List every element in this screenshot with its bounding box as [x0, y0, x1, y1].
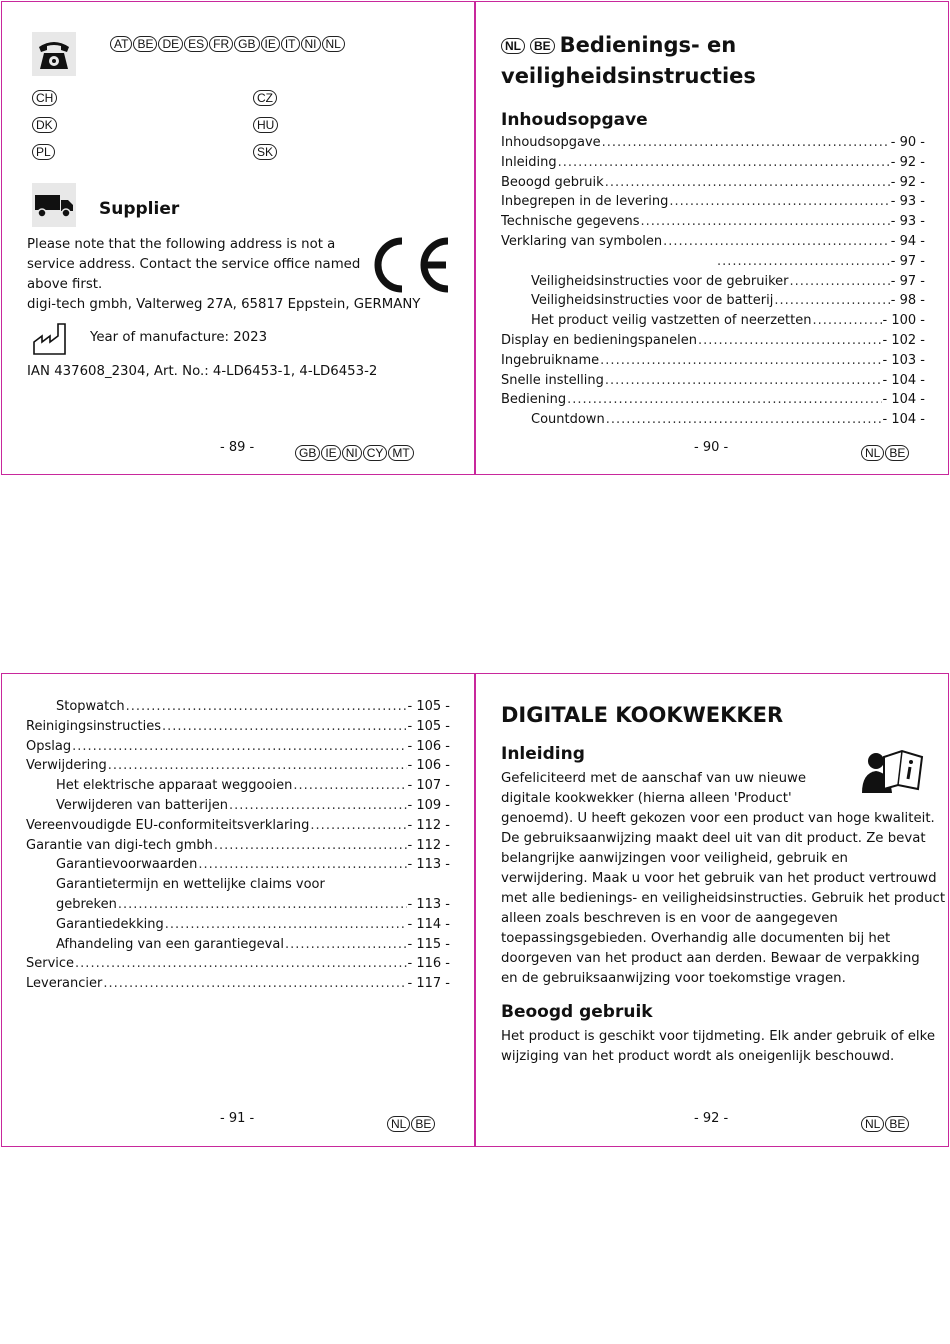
intended-use-paragraph — [501, 1027, 936, 1067]
toc-entry-title: gebreken — [56, 896, 117, 912]
country-code-badge: MT — [388, 445, 413, 461]
country-code-badge: BE — [885, 1116, 909, 1132]
toc-entry-page: - 100 - — [882, 313, 925, 329]
footer-country-codes — [861, 1113, 910, 1132]
language-badge: BE — [530, 38, 555, 54]
toc-entry[interactable] — [501, 313, 925, 333]
country-code-badge: FR — [209, 36, 233, 52]
toc-entry-page: - 113 - — [407, 896, 450, 912]
footer-country-codes — [387, 1113, 436, 1132]
toc-leader-dots — [214, 838, 407, 853]
toc-leader-dots — [108, 758, 407, 773]
country-code-badge: IE — [321, 445, 340, 461]
toc-entry-title: Countdown — [531, 412, 605, 428]
toc-entry[interactable] — [26, 699, 450, 719]
intro-paragraph — [501, 769, 946, 989]
toc-entry-page: - 94 - — [890, 233, 925, 249]
toc-entry-title: Technische gegevens — [501, 214, 640, 230]
toc-leader-dots — [640, 214, 889, 229]
toc-leader-dots — [812, 313, 881, 328]
page-number: - 90 - — [694, 440, 729, 455]
text-line: en de gebruiksaanwijzing voor toekomstige vragen. — [501, 971, 846, 986]
toc-entry[interactable] — [26, 917, 450, 937]
page-89 — [1, 1, 475, 475]
toc-entry-page: - 97 - — [890, 253, 925, 269]
address: digi-tech gmbh, Valterweg 27A, 65817 Eppstein, GERMANY — [27, 297, 421, 312]
footer-country-codes — [861, 442, 910, 461]
toc-entry[interactable] — [26, 956, 450, 976]
text-line: wijziging van het product wordt als oneigenlijk beschouwd. — [501, 1049, 895, 1064]
toc-leader-dots — [567, 392, 881, 407]
toc-entry-page: - 105 - — [407, 718, 450, 734]
toc-entry-page: - 112 - — [407, 837, 450, 853]
country-code-badge: NI — [342, 445, 362, 461]
intended-use-heading: Beoogd gebruik — [501, 1002, 653, 1022]
toc-entry-title: Het elektrische apparaat weggooien — [56, 778, 293, 794]
toc-entry-title: Garantiedekking — [56, 916, 164, 932]
page-number: - 89 - — [220, 440, 255, 455]
text-line: alleen zoals beschreven is en voor de aangegeven — [501, 911, 838, 926]
toc-entry-title: Verwijdering — [26, 758, 107, 774]
toc-entry[interactable] — [26, 838, 450, 858]
toc-entry[interactable] — [501, 293, 925, 313]
country-code-badge: GB — [234, 36, 259, 52]
toc-entry[interactable] — [501, 333, 925, 353]
toc-entry-title: Ingebruikname — [501, 352, 600, 368]
toc-leader-dots — [293, 778, 406, 793]
toc-leader-dots — [774, 293, 889, 308]
toc-entry-page: - 104 - — [882, 372, 925, 388]
language-badges — [501, 33, 560, 57]
toc-entry-page: - 105 - — [407, 699, 450, 714]
text-line: verwijdering. Maak u voor het gebruik van het product vertrouwd — [501, 871, 937, 886]
country-code-badge: HU — [253, 117, 278, 133]
toc-entry[interactable] — [26, 739, 450, 759]
country-code-badge: GB — [295, 445, 320, 461]
toc-leader-dots — [605, 373, 882, 388]
toc-leader-dots — [698, 333, 882, 348]
toc-entry-title: Het product veilig vastzetten of neerzetten — [531, 313, 812, 329]
toc-entry-page: - 90 - — [890, 135, 925, 150]
toc-leader-dots — [126, 699, 407, 714]
toc-heading: Inhoudsopgave — [501, 110, 648, 130]
toc-leader-dots — [602, 135, 890, 150]
country-code-badge: PL — [32, 144, 55, 160]
text-line: met alle bedienings- en veiligheidsinstructies. Gebruik het product — [501, 891, 946, 906]
country-code-badge: SK — [253, 144, 277, 160]
toc-entry[interactable] — [26, 778, 450, 798]
supplier-heading: Supplier — [99, 199, 180, 219]
toc-entry[interactable] — [26, 877, 450, 897]
toc-entry-title: Snelle instelling — [501, 372, 604, 388]
toc-entry[interactable] — [501, 254, 925, 274]
toc-entry[interactable] — [501, 353, 925, 373]
country-code-badge: BE — [411, 1116, 435, 1132]
notice-line: Please note that the following address is not a — [27, 237, 336, 252]
toc-entry-title: Verwijderen van batterijen — [56, 797, 229, 813]
toc-entry-page: - 114 - — [407, 916, 450, 932]
toc-entry[interactable] — [501, 234, 925, 254]
toc-entry-page: - 104 - — [882, 412, 925, 428]
intro-heading: Inleiding — [501, 744, 585, 764]
country-code-badge: CZ — [253, 90, 277, 106]
country-code-badge: NL — [861, 1116, 884, 1132]
toc-entry-title: Veiligheidsinstructies voor de gebruiker — [531, 273, 789, 289]
toc-entry-title: Leverancier — [26, 976, 103, 992]
factory-icon — [32, 322, 68, 360]
toc-leader-dots — [75, 956, 406, 971]
toc-entry-page: - 112 - — [407, 817, 450, 833]
country-code-badge: BE — [885, 445, 909, 461]
country-code-badge: IE — [261, 36, 280, 52]
toc-entry-title: Vereenvoudigde EU-conformiteitsverklaring — [26, 817, 310, 833]
toc-entry-title: Reinigingsinstructies — [26, 718, 161, 734]
toc-entry[interactable] — [26, 937, 450, 957]
toc-entry-page: - 113 - — [407, 857, 450, 873]
toc-leader-dots — [285, 937, 407, 952]
country-code-badge: CH — [32, 90, 57, 106]
toc-leader-dots — [605, 175, 890, 190]
toc-entry[interactable] — [501, 274, 925, 294]
page-number: - 91 - — [220, 1111, 255, 1126]
country-code-badge: NL — [387, 1116, 410, 1132]
toc-entry-title: Inleiding — [501, 154, 557, 170]
toc-entry-title: Garantietermijn en wettelijke claims voor — [56, 877, 325, 893]
toc-entry[interactable] — [26, 758, 450, 778]
toc-entry[interactable] — [501, 373, 925, 393]
toc-leader-dots — [165, 917, 407, 932]
country-code-badge: NI — [301, 36, 321, 52]
page-90 — [475, 1, 949, 475]
toc-leader-dots — [669, 194, 889, 209]
notice-line: above first. — [27, 277, 103, 292]
page-91 — [1, 673, 475, 1147]
truck-icon — [32, 183, 76, 227]
country-codes-left — [32, 83, 72, 164]
text-line: toepassingsgebieden. Overhandig alle documenten bij het — [501, 931, 891, 946]
toc-leader-dots — [103, 976, 406, 991]
toc-entry-page: - 93 - — [890, 214, 925, 230]
toc-entry-title: Verklaring van symbolen — [501, 233, 663, 249]
toc-entry[interactable] — [501, 392, 925, 412]
toc-leader-dots — [310, 818, 406, 833]
toc-entry[interactable] — [501, 135, 925, 155]
country-code-badge: IT — [281, 36, 300, 52]
toc-entry[interactable] — [501, 412, 925, 432]
page-number: - 92 - — [694, 1111, 729, 1126]
text-line: Gefeliciteerd met de aanschaf van uw nieuwe — [501, 771, 807, 786]
footer-country-codes — [295, 442, 415, 461]
country-code-badge: CY — [363, 445, 388, 461]
notice-text — [27, 235, 420, 315]
toc-entry[interactable] — [26, 897, 450, 917]
toc-entry-page: - 103 - — [882, 352, 925, 368]
text-line: digitale kookwekker (hierna alleen 'Product' — [501, 791, 792, 806]
notice-line: service address. Contact the service office named — [27, 257, 361, 272]
toc-entry[interactable] — [501, 155, 925, 175]
toc-entry-title: Inbegrepen in de levering — [501, 194, 669, 210]
text-line: doorgeven van het product aan derden. Bewaar de verpakking — [501, 951, 920, 966]
toc-leader-dots — [663, 234, 890, 249]
toc-leader-dots — [600, 353, 881, 368]
toc-leader-dots — [162, 719, 407, 734]
toc-entry-title: Bediening — [501, 392, 567, 408]
toc-entry-title: Garantie van digi-tech gmbh — [26, 837, 213, 853]
toc-entry-page: - 102 - — [882, 332, 925, 348]
toc-entry-page: - 104 - — [882, 392, 925, 408]
toc-entry-page: - 97 - — [890, 273, 925, 289]
toc-entry-page: - 106 - — [407, 758, 450, 774]
country-code-badge: ES — [184, 36, 208, 52]
country-code-badge: NL — [322, 36, 345, 52]
language-badge: NL — [501, 38, 525, 54]
title-block — [501, 30, 756, 92]
text-line: De gebruiksaanwijzing maakt deel uit van dit product. Ze bevat — [501, 831, 926, 846]
telephone-icon — [32, 32, 76, 76]
toc-leader-dots — [229, 798, 407, 813]
country-codes-right — [253, 83, 293, 164]
table-of-contents — [501, 135, 925, 432]
toc-entry-page: - 106 - — [407, 738, 450, 754]
toc-entry-title: Afhandeling van een garantiegeval — [56, 936, 284, 952]
country-code-badge: DE — [158, 36, 183, 52]
toc-leader-dots — [558, 155, 890, 170]
page-title — [501, 30, 756, 92]
page-title: DIGITALE KOOKWEKKER — [501, 703, 784, 727]
toc-entry-title: Display en bedieningspanelen — [501, 332, 697, 348]
toc-entry[interactable] — [501, 194, 925, 214]
toc-entry-title: Beoogd gebruik — [501, 174, 604, 190]
toc-entry[interactable] — [26, 976, 450, 996]
toc-entry-title: Stopwatch — [56, 699, 125, 714]
title-line-2: veiligheidsinstructies — [501, 64, 756, 88]
toc-entry[interactable] — [501, 214, 925, 234]
toc-entry[interactable] — [501, 175, 925, 195]
toc-entry[interactable] — [26, 719, 450, 739]
toc-entry[interactable] — [26, 818, 450, 838]
toc-entry-page: - 92 - — [890, 154, 925, 170]
text-line: belangrijke aanwijzingen voor veiligheid, gebruik en — [501, 851, 848, 866]
country-code-badge: BE — [133, 36, 157, 52]
country-code-badge: AT — [110, 36, 132, 52]
toc-leader-dots — [198, 857, 406, 872]
country-code-badge: NL — [861, 445, 884, 461]
toc-leader-dots — [606, 412, 882, 427]
toc-leader-dots — [789, 274, 889, 289]
country-codes-row — [110, 33, 346, 52]
toc-leader-dots — [717, 254, 890, 269]
ce-mark-icon — [366, 235, 452, 299]
text-line: Het product is geschikt voor tijdmeting. Elk ander gebruik of elke — [501, 1029, 936, 1044]
country-code-badge: DK — [32, 117, 57, 133]
ian-article-number: IAN 437608_2304, Art. No.: 4-LD6453-1, 4-LD6453-2 — [27, 364, 378, 379]
toc-leader-dots — [72, 739, 406, 754]
toc-entry-page: - 98 - — [890, 293, 925, 309]
toc-entry-page: - 109 - — [407, 797, 450, 813]
toc-entry-title: Opslag — [26, 738, 72, 754]
toc-entry-title: Inhoudsopgave — [501, 135, 601, 150]
page-92 — [475, 673, 949, 1147]
toc-entry-title: Service — [26, 956, 75, 972]
toc-entry-page: - 116 - — [407, 956, 450, 972]
toc-leader-dots — [118, 897, 407, 912]
table-of-contents — [26, 699, 450, 996]
year-of-manufacture: Year of manufacture: 2023 — [90, 330, 268, 345]
toc-entry-title: Veiligheidsinstructies voor de batterij — [531, 293, 774, 309]
toc-entry-page: - 107 - — [407, 778, 450, 794]
toc-entry-page: - 115 - — [407, 936, 450, 952]
text-line: genoemd). U heeft gekozen voor een product van hoge kwaliteit. — [501, 811, 935, 826]
toc-entry-page: - 92 - — [890, 174, 925, 190]
toc-entry-page: - 93 - — [890, 194, 925, 210]
toc-entry-title: Garantievoorwaarden — [56, 857, 198, 873]
toc-entry[interactable] — [26, 798, 450, 818]
title-line-1: Bedienings- en — [559, 33, 737, 57]
toc-entry-page: - 117 - — [407, 976, 450, 992]
toc-entry[interactable] — [26, 857, 450, 877]
